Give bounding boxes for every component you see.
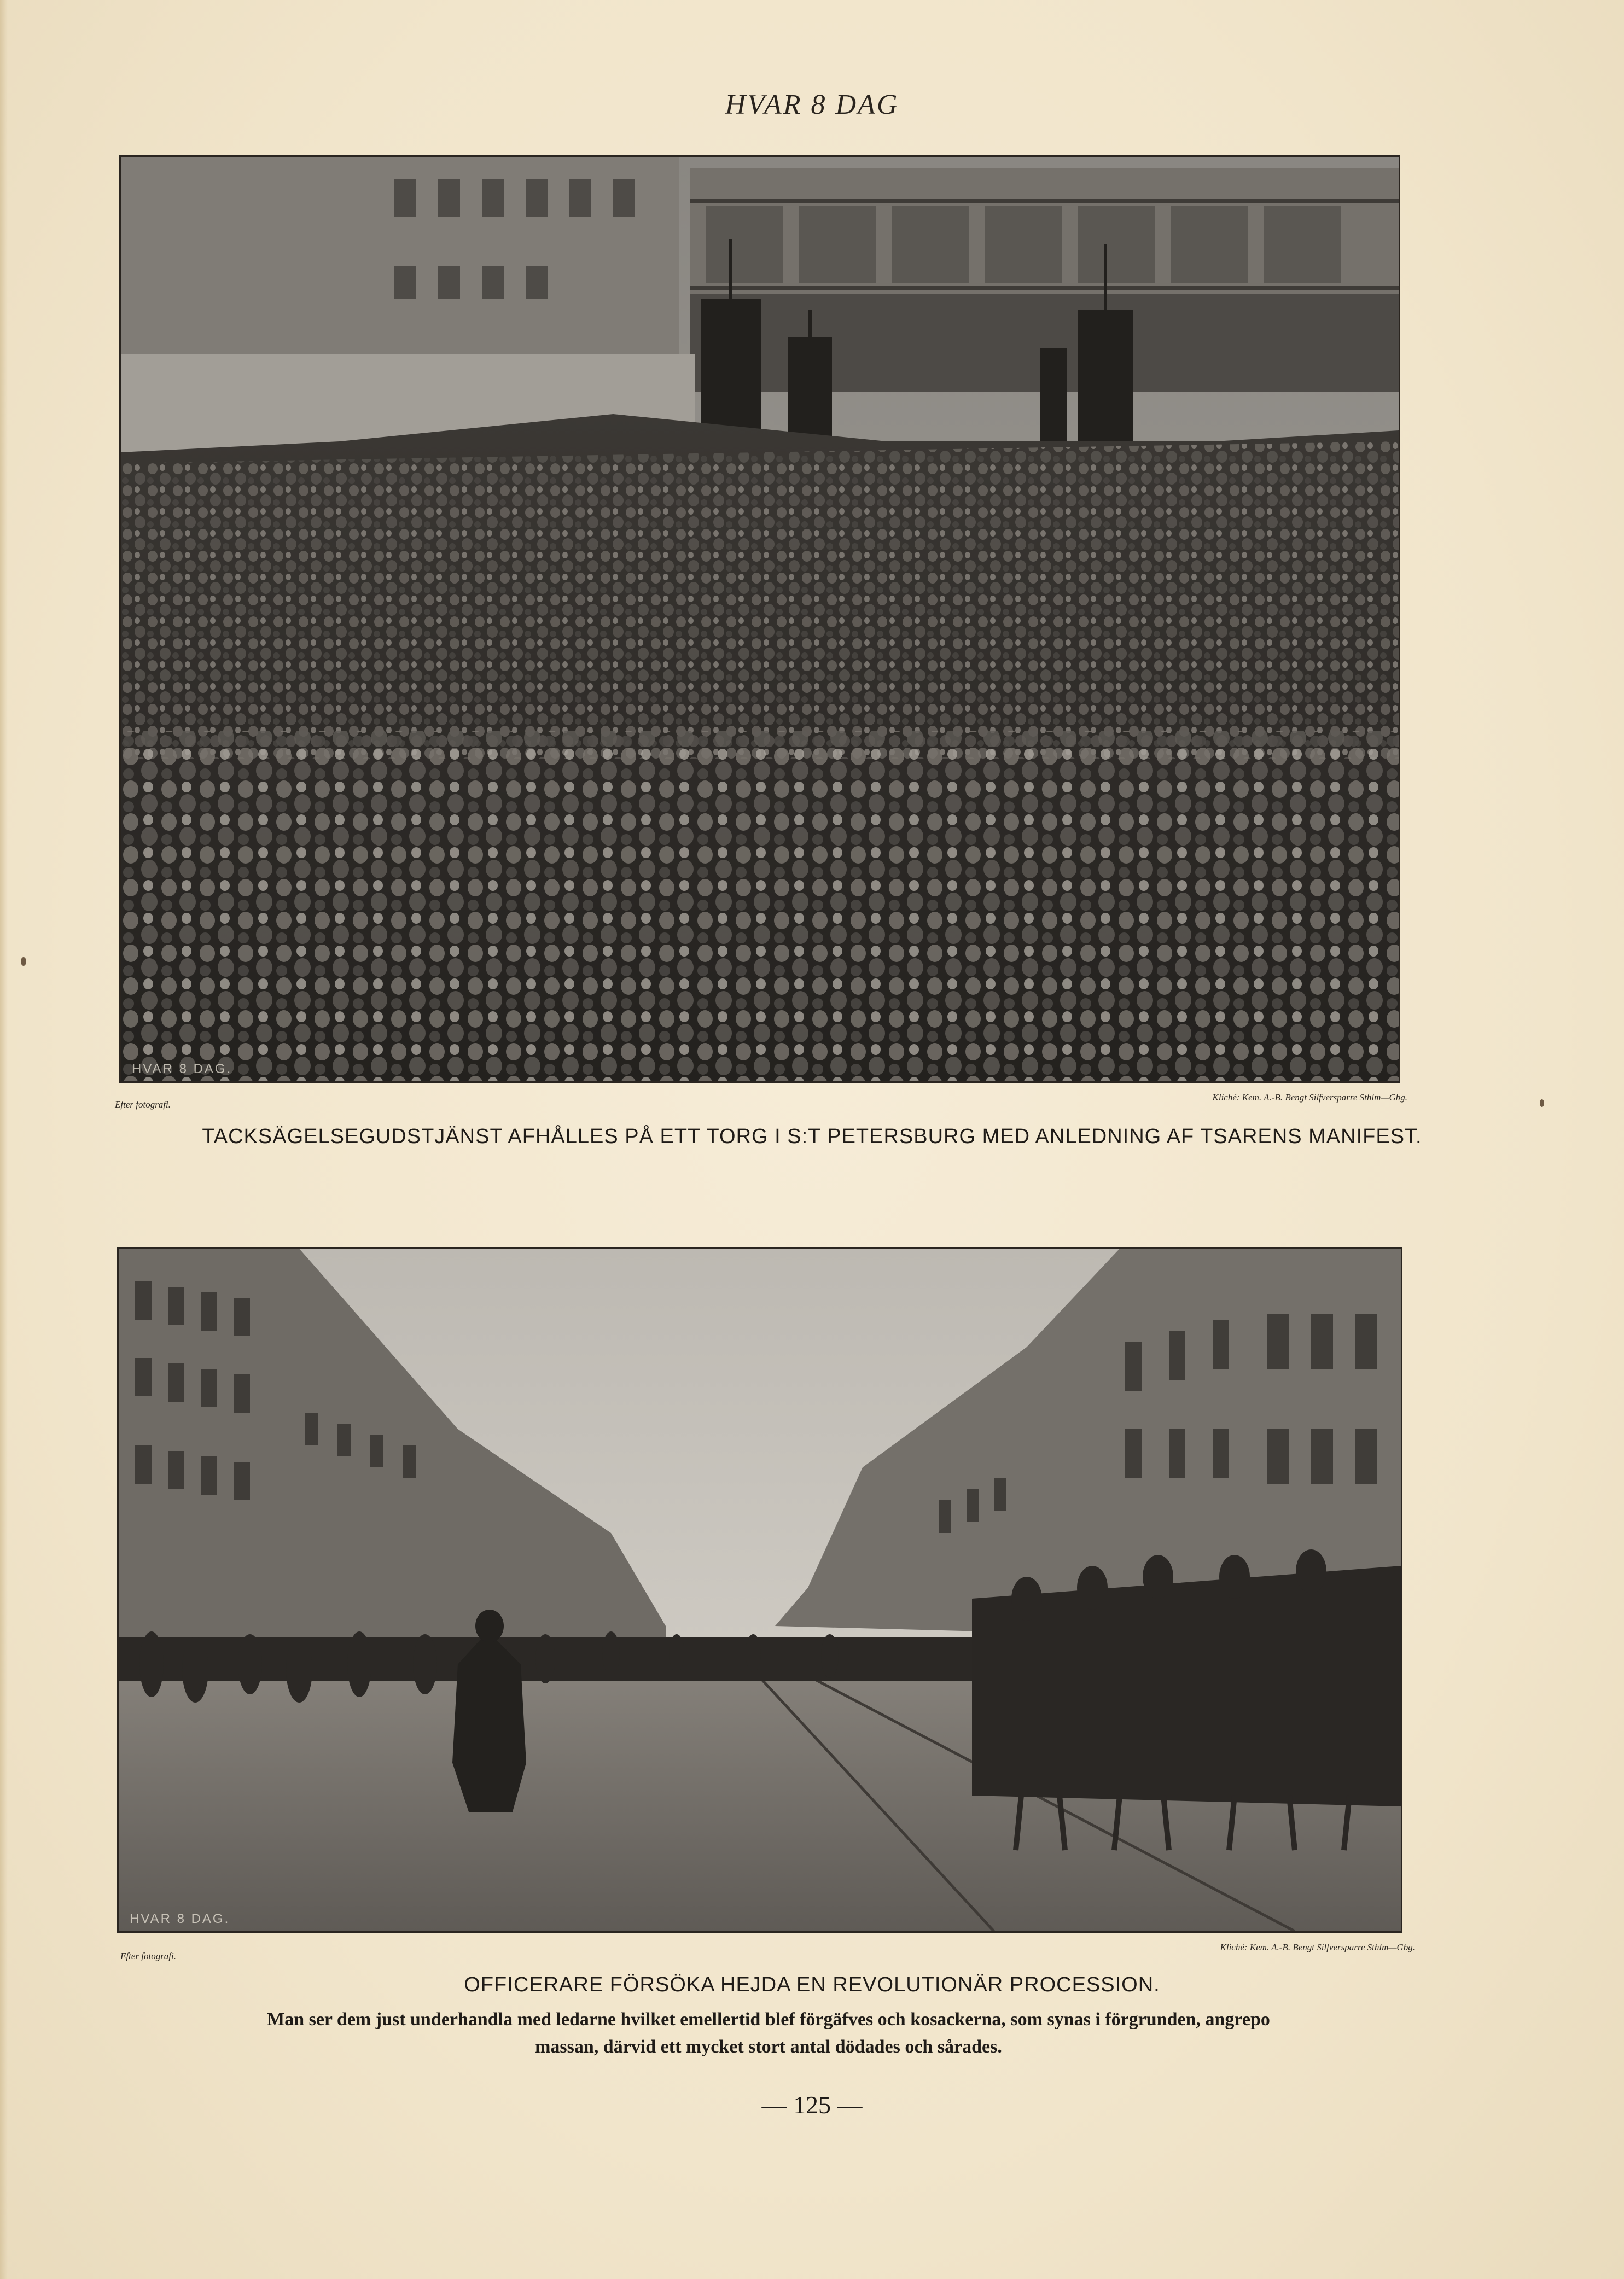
ink-speck: [21, 957, 26, 966]
page-number: — 125 —: [761, 2091, 863, 2119]
figure-caption-body: [118, 2006, 1419, 2061]
photo-watermark: HVAR 8 DAG.: [132, 1062, 232, 1076]
figure-caption-title: OFFICERARE FÖRSÖKA HEJDA EN REVOLUTIONÄR PROCESSION.: [464, 1973, 1160, 1996]
photo-credit-left: Efter fotografi.: [120, 1951, 176, 1961]
photo-credit-left: Efter fotografi.: [115, 1099, 171, 1110]
photo-watermark: HVAR 8 DAG.: [130, 1911, 230, 1926]
photo-credit-right: Kliché: Kem. A.-B. Bengt Silfversparre Sthlm—Gbg.: [1212, 1092, 1407, 1103]
procession-photograph: [117, 1247, 1402, 1933]
procession-photo-illustration: [119, 1249, 1401, 1931]
ink-speck: [1540, 1099, 1544, 1107]
figure-caption: TACKSÄGELSEGUDSTJÄNST AFHÅLLES PÅ ETT TORG I S:T PETERSBURG MED ANLEDNING AF TSARENS MANIFEST.: [202, 1125, 1422, 1148]
photo-credit-right: Kliché: Kem. A.-B. Bengt Silfversparre Sthlm—Gbg.: [1220, 1942, 1415, 1952]
crowd-photo-illustration: [121, 157, 1399, 1081]
caption-line: massan, därvid ett mycket stort antal dödades och sårades.: [535, 2037, 1002, 2057]
crowd-photograph: [119, 155, 1400, 1083]
running-title: HVAR 8 DAG: [725, 89, 899, 120]
caption-line: Man ser dem just underhandla med ledarne hvilket emellertid blef förgäfves och kosackerna, som synas i förgrunden, angrepo: [267, 2009, 1270, 2030]
